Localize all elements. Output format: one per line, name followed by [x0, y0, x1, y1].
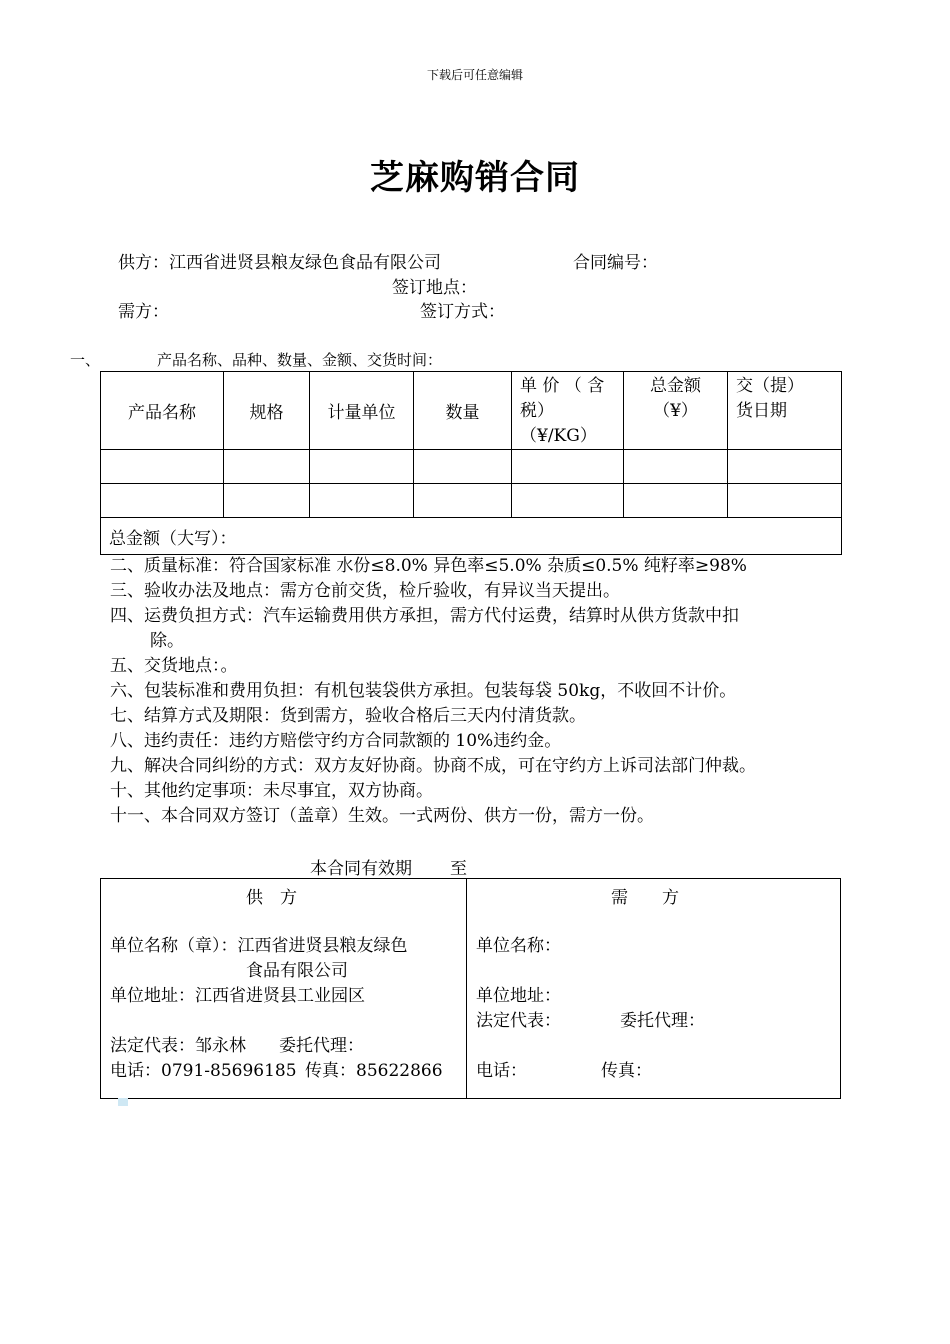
supplier-phone: 电话：0791-85696185	[110, 1061, 297, 1081]
header-delivery-date	[728, 372, 842, 450]
cursor-mark	[118, 1098, 128, 1106]
table-cell	[624, 484, 728, 518]
supplier-unit-name-continued: 食品有限公司	[246, 961, 348, 981]
buyer-line: 需方：	[118, 302, 169, 322]
table-cell	[414, 450, 512, 484]
table-cell	[624, 450, 728, 484]
buyer-heading: 需 方	[611, 888, 679, 908]
document-title: 芝麻购销合同	[370, 158, 580, 198]
product-table	[100, 371, 842, 555]
sign-place: 签订地点：	[392, 278, 477, 298]
buyer-agent: 委托代理：	[620, 1011, 705, 1031]
buyer-fax: 传真：	[601, 1061, 652, 1081]
supplier-address: 单位地址：江西省进贤县工业园区	[110, 986, 365, 1006]
header-amount-line2: （¥）	[653, 401, 698, 421]
table-cell	[101, 450, 224, 484]
term-quality: 二、质量标准：符合国家标准 水份≤8.0% 异色率≤5.0% 杂质≤0.5% 纯籽率≥98%	[110, 556, 747, 576]
header-spec: 规格	[224, 372, 310, 450]
header-date-line2: 货日期	[736, 401, 787, 421]
contract-number: 合同编号：	[573, 253, 658, 273]
supplier-legal-rep: 法定代表：邹永林	[110, 1036, 246, 1056]
table-row	[101, 450, 842, 484]
term-delivery-place: 五、交货地点：。	[110, 656, 238, 676]
section1-number: 一、	[70, 351, 101, 369]
header-price-line3: （¥/KG）	[520, 426, 597, 446]
table-cell	[224, 484, 310, 518]
term-freight-continued: 除。	[150, 631, 184, 651]
validity-label: 本合同有效期	[310, 859, 412, 879]
table-cell	[310, 484, 414, 518]
term-acceptance: 三、验收办法及地点：需方仓前交货，检斤验收，有异议当天提出。	[110, 581, 620, 601]
term-packaging: 六、包装标准和费用负担：有机包装袋供方承担。包装每袋 50kg，不收回不计价。	[110, 681, 737, 701]
term-effective: 十一、本合同双方签订（盖章）生效。一式两份、供方一份，需方一份。	[110, 806, 654, 826]
section1-label: 产品名称、品种、数量、金额、交货时间：	[157, 351, 443, 369]
header-amount-line1: 总金额	[650, 376, 701, 396]
table-cell	[101, 484, 224, 518]
header-unit-price	[512, 372, 624, 450]
signature-table	[100, 878, 841, 1099]
table-cell	[224, 450, 310, 484]
supplier-fax: 传真：85622866	[305, 1061, 443, 1081]
term-other: 十、其他约定事项：未尽事宜，双方协商。	[110, 781, 433, 801]
term-settlement: 七、结算方式及期限：货到需方，验收合格后三天内付清货款。	[110, 706, 586, 726]
validity-line	[310, 854, 467, 879]
buyer-unit-name: 单位名称：	[476, 936, 561, 956]
table-cell	[728, 450, 842, 484]
header-date-line1: 交（提）	[736, 376, 804, 396]
buyer-legal-rep: 法定代表：	[476, 1011, 561, 1031]
table-cell	[512, 450, 624, 484]
term-freight: 四、运费负担方式：汽车运输费用供方承担，需方代付运费，结算时从供方货款中扣	[110, 606, 739, 626]
header-total-amount	[624, 372, 728, 450]
validity-to: 至	[450, 859, 467, 879]
table-cell	[310, 450, 414, 484]
term-breach: 八、违约责任：违约方赔偿守约方合同款额的 10%违约金。	[110, 731, 562, 751]
contract-terms	[110, 554, 756, 829]
table-cell	[728, 484, 842, 518]
buyer-address: 单位地址：	[476, 986, 561, 1006]
table-total-row	[101, 518, 842, 555]
supplier-heading: 供 方	[246, 888, 297, 908]
header-price-line2: 税）	[520, 401, 554, 421]
total-amount-label: 总金额（大写）：	[101, 518, 842, 555]
table-row	[101, 484, 842, 518]
header-note: 下载后可任意编辑	[426, 68, 523, 82]
signature-divider	[466, 879, 467, 1098]
table-header-row	[101, 372, 842, 450]
supplier-line: 供方：江西省进贤县粮友绿色食品有限公司	[118, 253, 441, 273]
supplier-agent: 委托代理：	[279, 1036, 364, 1056]
header-quantity: 数量	[414, 372, 512, 450]
buyer-phone: 电话：	[476, 1061, 527, 1081]
supplier-unit-name: 单位名称（章）：江西省进贤县粮友绿色	[110, 936, 408, 956]
table-cell	[414, 484, 512, 518]
header-product-name: 产品名称	[101, 372, 224, 450]
term-dispute: 九、解决合同纠纷的方式：双方友好协商。协商不成，可在守约方上诉司法部门仲裁。	[110, 756, 756, 776]
table-cell	[512, 484, 624, 518]
header-unit: 计量单位	[310, 372, 414, 450]
sign-method: 签订方式：	[420, 302, 505, 322]
header-price-line1: 单 价 （ 含	[520, 376, 605, 396]
